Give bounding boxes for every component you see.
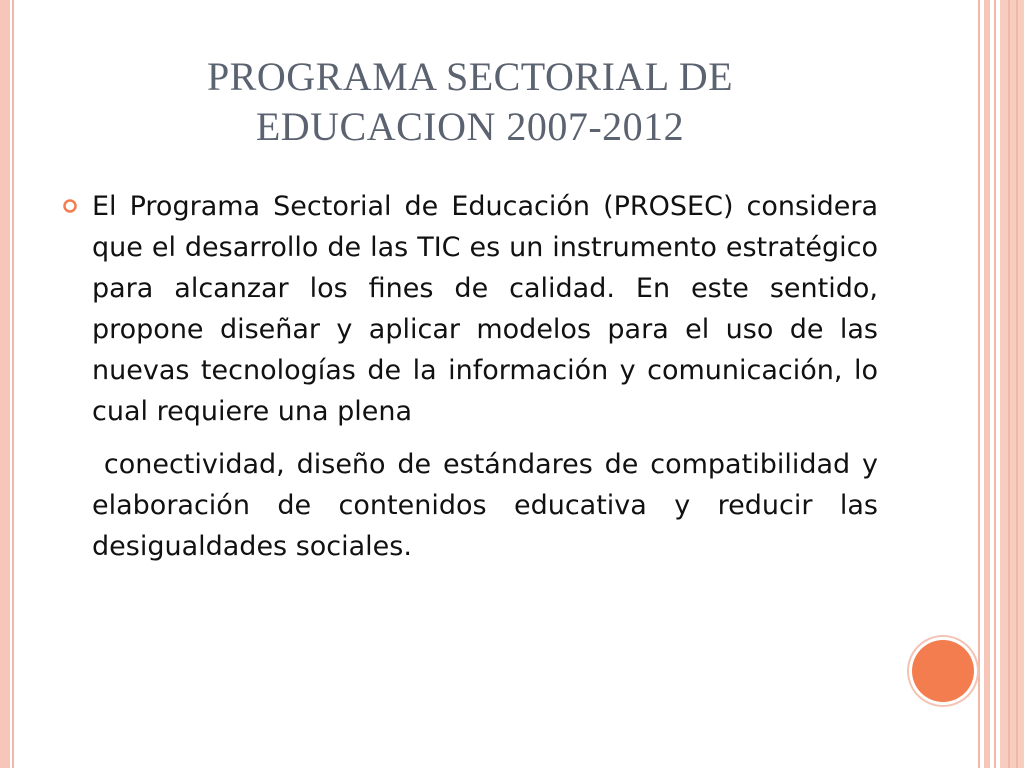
right-border-line (1016, 0, 1018, 768)
right-border-line (1008, 0, 1010, 768)
right-border-band (1000, 0, 1024, 768)
decorative-circle (912, 640, 974, 702)
slide-title: PROGRAMA SECTORIAL DE EDUCACION 2007-2012 (206, 54, 734, 149)
right-border (978, 0, 1024, 768)
right-border-line (978, 0, 980, 768)
body-paragraph: El Programa Sectorial de Educación (PROSEC) considera que el desarrollo de las TIC es un instrumento estratégico para alcanzar los fines de calidad. En este sentido, propone diseñar y aplicar modelos para el uso de las nuevas tecnologías de la información y comunicación, lo cual requiere una plena (92, 191, 878, 427)
right-border-line (994, 0, 996, 768)
slide-body (92, 186, 887, 567)
right-border-line (984, 0, 990, 768)
body-paragraph: conectividad, diseño de estándares de compatibilidad y elaboración de contenidos educativa y reducir las desigualdades sociales. (92, 449, 887, 562)
left-border-stripe (0, 0, 10, 768)
left-border-line (12, 0, 14, 768)
circle-bullet-icon (62, 198, 78, 214)
